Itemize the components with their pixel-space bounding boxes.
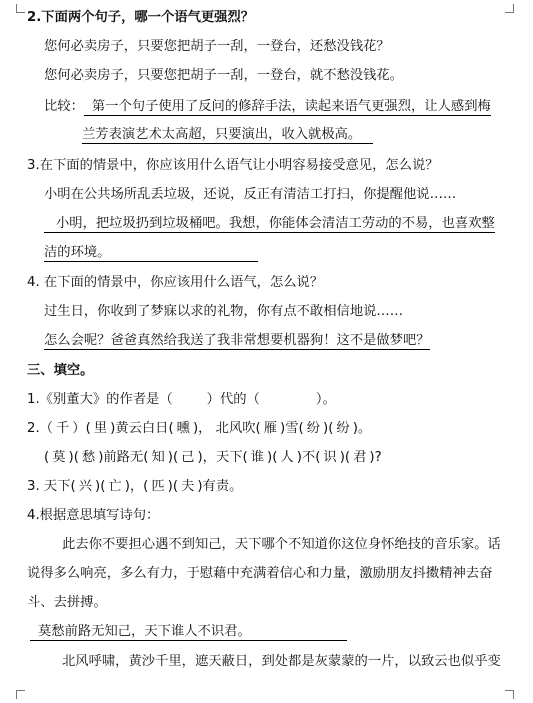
fill-item-2-row-1-answer-3: 里 — [93, 421, 108, 436]
q2-compare-label: 比较： — [44, 99, 84, 114]
q3-answer-line-1: 小明，把垃圾扔到垃圾桶吧。我想，你能体会清洁工劳动的不易，也喜欢整 — [44, 216, 495, 233]
q2-sentence-2: 您何必卖房子，只要您把胡子一刮，一登台，就不愁没钱花。 — [44, 68, 404, 83]
q3-scenario: 小明在公共场所乱丢垃圾，还说，反正有清洁工打扫，你提醒他说…… — [44, 187, 457, 202]
q4-answer: 怎么会呢？爸爸真然给我送了我非常想要机器狗！这不是做梦吧？ — [44, 333, 430, 348]
fill-item-4-answer-row — [30, 623, 347, 641]
fill-item-2-row-2-text-8: )，天下( — [197, 450, 248, 465]
q4-scenario: 过生日，你收到了梦寐以求的礼物，你有点不敢相信地说…… — [44, 304, 404, 319]
fill-item-3-text-2: )( — [95, 479, 106, 494]
q4-title: 4. 在下面的情景中，你应该用什么语气，怎么说？ — [27, 275, 324, 290]
fill-item-2-row-1-text-8: )雪( — [280, 421, 304, 436]
fill-item-2-row-2-answer-5: 知 — [151, 450, 165, 465]
fill-item-3-answer-7: 夫 — [181, 479, 195, 494]
fill-item-4-paragraph-line-2: 说得多么响亮，多么有力，于慰藉中充满着信心和力量，激励朋友抖擞精神去奋 — [27, 566, 493, 581]
q2-answer-line-2: 兰芳表演艺术太高超，只要演出，收入就极高。 — [82, 127, 373, 144]
fill-item-3-answer-3: 亡 — [108, 479, 122, 494]
crop-mark-top-right — [505, 4, 514, 13]
fill-item-2-row-1-answer-1: 千 — [55, 421, 70, 436]
fill-item-4-paragraph-2-line-1: 北风呼啸，黄沙千里，遮天蔽日，到处都是灰蒙蒙的一片，以致云也似乎变 — [62, 654, 501, 669]
fill-item-2-row-1-text-10: )( — [323, 421, 334, 436]
fill-item-1: 1.《别董大》的作者是（ ）代的（ ）。 — [27, 392, 336, 407]
q2-sentence-1: 您何必卖房子，只要您把胡子一刮，一登台，还愁没钱花？ — [44, 39, 390, 54]
fill-item-2-row-1 — [27, 420, 371, 438]
fill-item-2-row-1-answer-11: 纷 — [336, 421, 350, 436]
fill-item-4-title: 4.根据意思填写诗句： — [27, 508, 160, 523]
fill-item-2-row-2-text-16: )? — [369, 450, 382, 465]
fill-item-2-row-2-answer-9: 谁 — [250, 450, 265, 465]
q3-title: 3.在下面的情景中，你应该用什么语气让小明容易接受意见，怎么说？ — [27, 158, 439, 173]
fill-item-4-paragraph-line-1: 此去你不要担心遇不到知己，天下哪个不知道你这位身怀绝技的音乐家。话 — [62, 537, 501, 552]
crop-mark-bottom-right — [505, 690, 514, 699]
fill-item-2-row-1-text-2: ）( — [72, 421, 91, 436]
fill-item-2-row-2-answer-11: 人 — [280, 450, 294, 465]
q3-answer-row-2 — [44, 244, 258, 262]
fill-item-2-row-1-text-4: )黄云白日( — [110, 421, 174, 436]
fill-item-2-row-2-text-12: )不( — [296, 450, 321, 465]
q3-answer-row-1 — [44, 215, 495, 233]
fill-item-2-row-1-text-12: )。 — [352, 421, 372, 436]
fill-item-2-row-2-text-14: )( — [339, 450, 351, 465]
fill-item-2-row-2-answer-13: 识 — [323, 450, 337, 465]
fill-item-2-row-2-answer-3: 愁 — [81, 450, 96, 465]
fill-item-4-paragraph-line-3: 斗、去拼搏。 — [27, 595, 107, 610]
fill-item-3-text-0: 3. 天下( — [27, 479, 76, 494]
fill-item-3-text-4: )，( — [124, 479, 149, 494]
fill-item-2-row-2-text-4: )前路无( — [98, 450, 149, 465]
section-3-heading: 三、填空。 — [27, 363, 94, 378]
q2-compare-row — [44, 98, 491, 116]
q2-title: 2.下面两个句子，哪一个语气更强烈？ — [27, 10, 255, 25]
fill-item-2-row-2-answer-7: 己 — [181, 450, 195, 465]
crop-mark-top-left — [16, 4, 25, 13]
q4-answer-row — [44, 332, 430, 350]
fill-item-2-row-2 — [44, 449, 382, 467]
fill-item-2-row-1-text-6: )， 北风吹( — [192, 421, 261, 436]
q2-answer-line-1: 第一个句子使用了反问的修辞手法，读起来语气更强烈，让人感到梅 — [84, 99, 491, 116]
fill-item-3-text-6: )( — [167, 479, 179, 494]
fill-item-2-row-2-text-0: ( — [44, 450, 50, 465]
fill-item-4-answer: 莫愁前路无知己，天下谁人不识君。 — [30, 624, 347, 641]
fill-item-2-row-2-answer-15: 君 — [353, 450, 367, 465]
fill-item-3-answer-1: 兴 — [78, 479, 92, 494]
fill-item-2-row-1-answer-7: 雁 — [263, 421, 278, 436]
fill-item-2-row-1-answer-5: 曛 — [176, 421, 190, 436]
q2-answer-row-2 — [82, 126, 373, 144]
fill-item-2-row-2-text-2: )( — [68, 450, 79, 465]
fill-item-2-row-2-text-6: )( — [167, 450, 179, 465]
fill-item-2-row-1-text-0: 2.（ — [27, 421, 53, 436]
fill-item-2-row-2-text-10: )( — [267, 450, 278, 465]
crop-mark-bottom-left — [16, 690, 25, 699]
fill-item-3-text-8: )有责。 — [197, 479, 243, 494]
q3-answer-line-2: 洁的环境。 — [44, 245, 258, 262]
fill-item-2-row-1-answer-9: 纷 — [306, 421, 321, 436]
fill-item-3-answer-5: 匹 — [151, 479, 165, 494]
fill-item-2-row-2-answer-1: 莫 — [52, 450, 66, 465]
fill-item-3 — [27, 478, 242, 496]
